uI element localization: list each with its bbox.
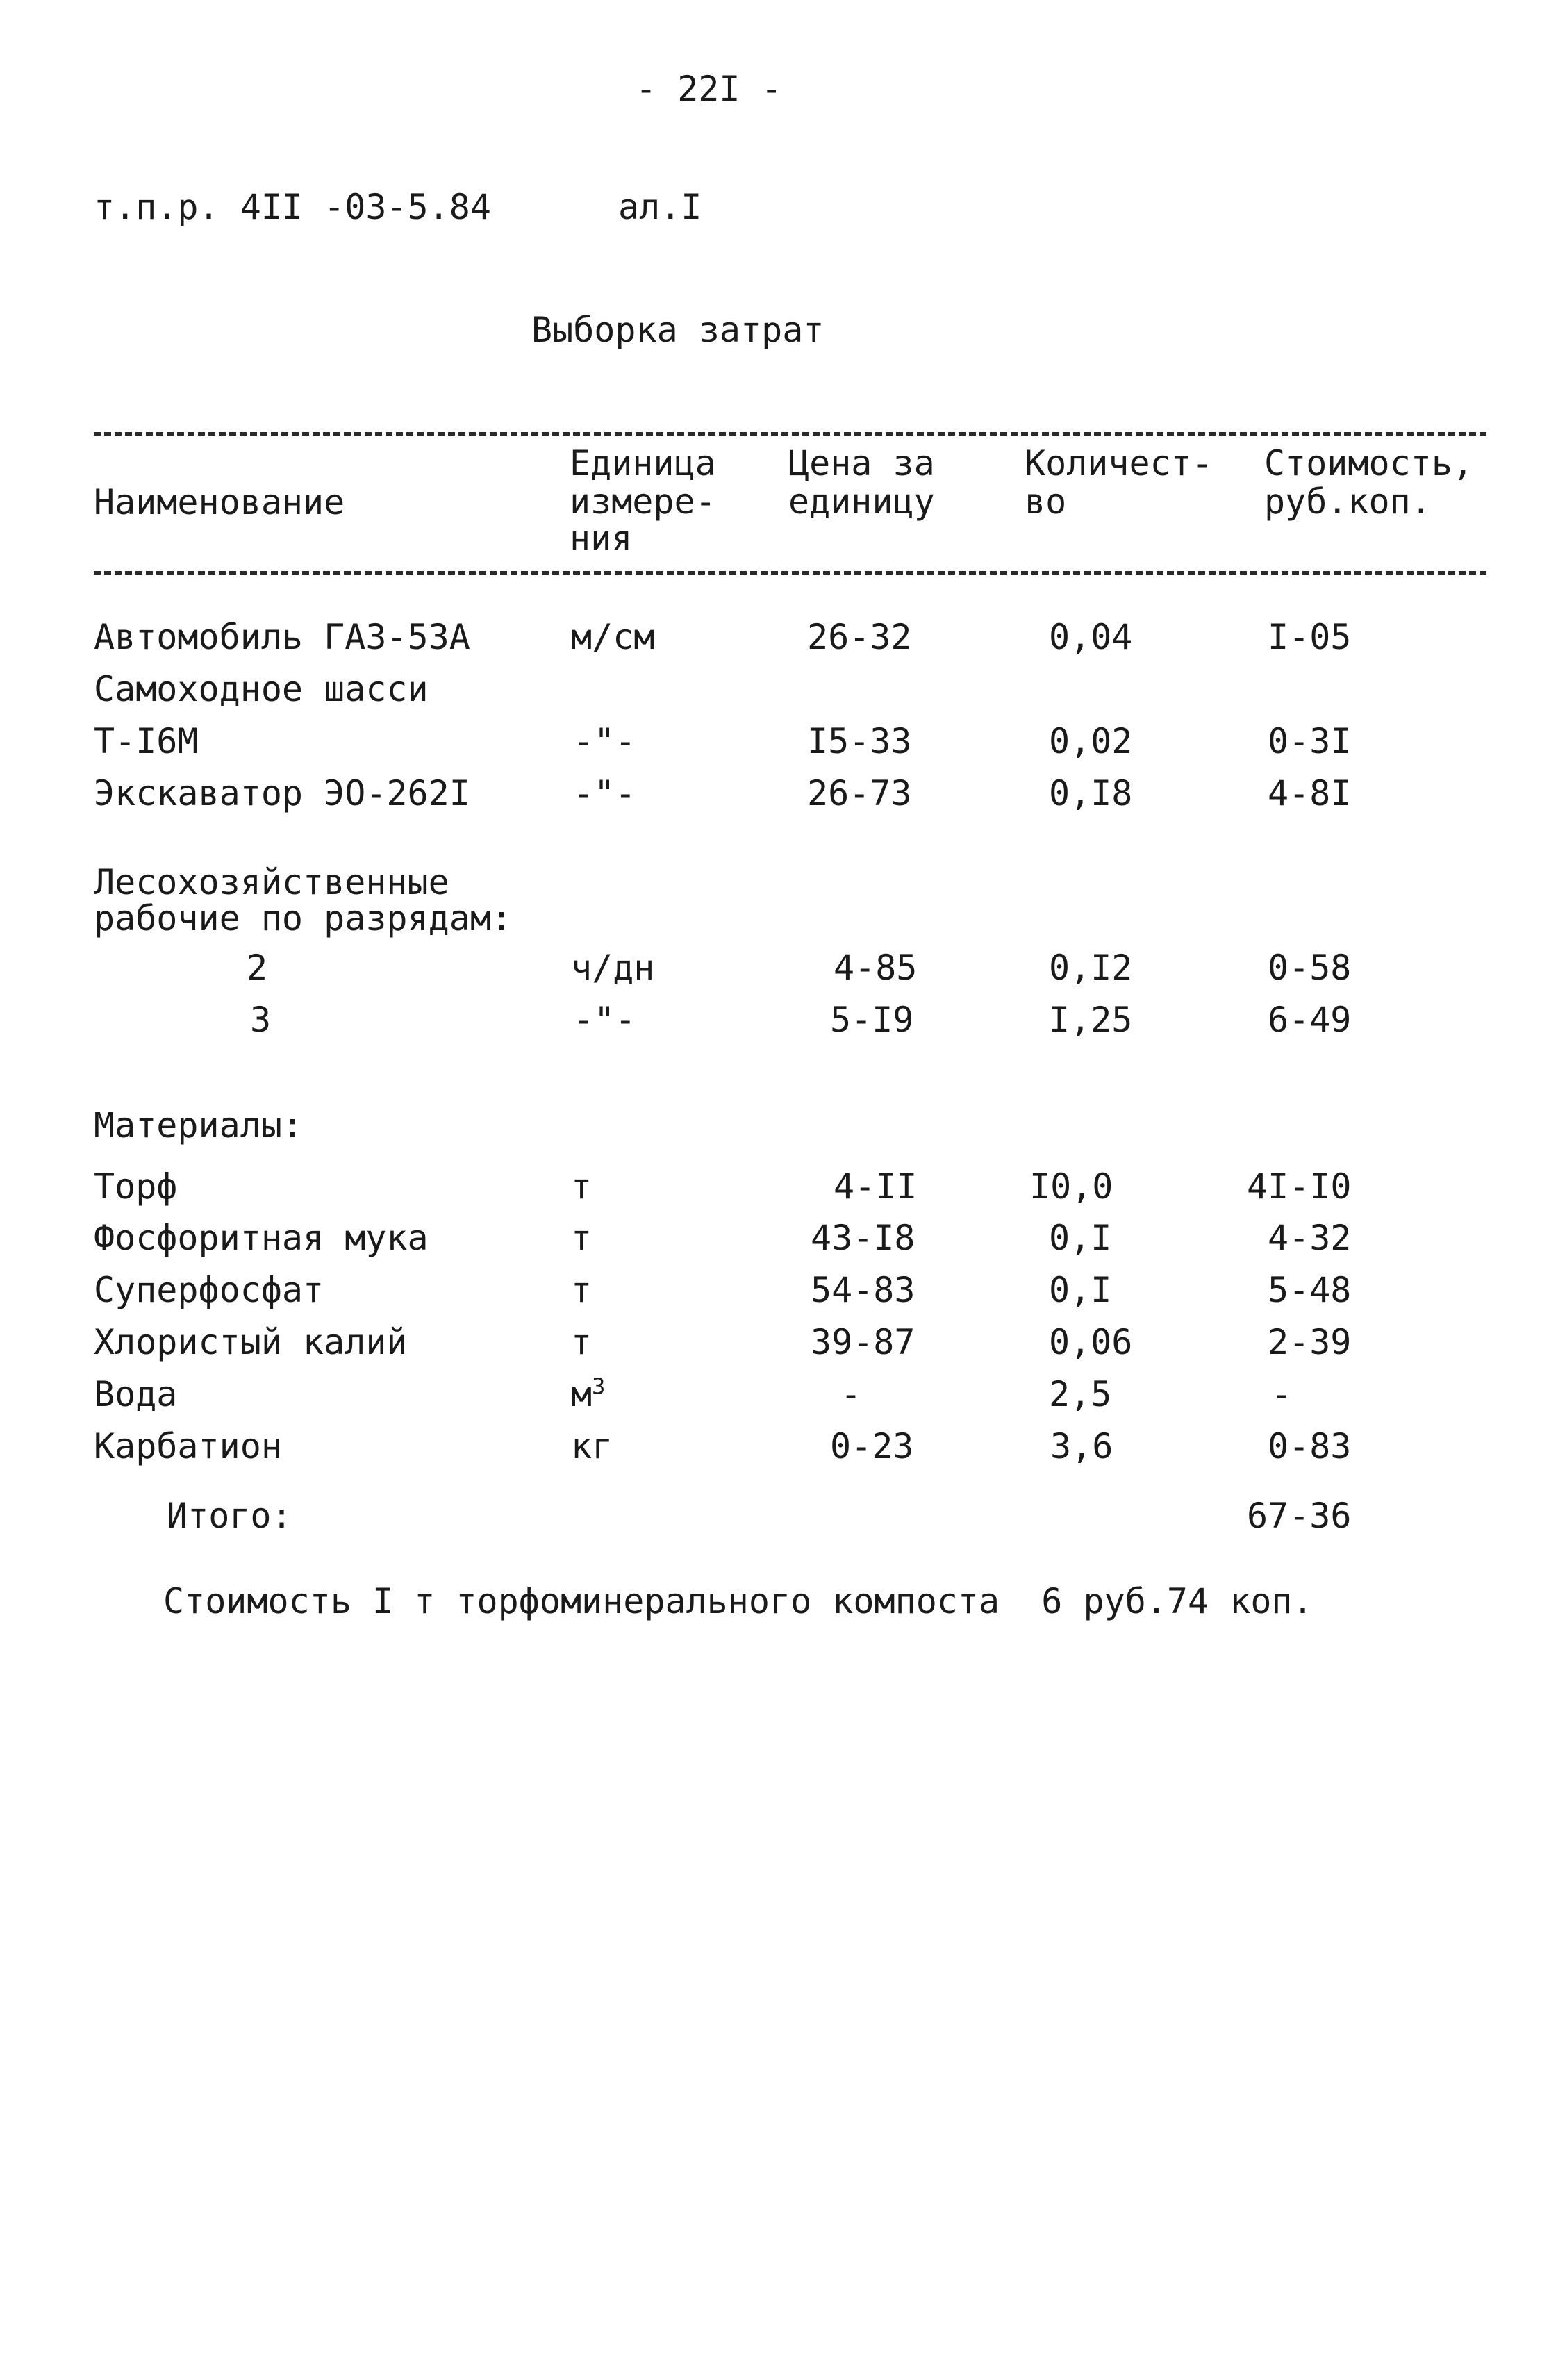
sheet-label: ал.I xyxy=(618,187,702,227)
row-qty: 3,6 xyxy=(1050,1426,1113,1466)
materials-heading: Материалы: xyxy=(94,1105,304,1146)
page-number: - 22I - xyxy=(636,69,782,109)
header-qty-2: во xyxy=(1025,481,1067,522)
row-cost: 4-8I xyxy=(1268,773,1352,813)
row-unit: т xyxy=(571,1166,592,1207)
row-cost: - xyxy=(1271,1374,1293,1414)
row-unit: т xyxy=(571,1218,592,1258)
row-name: Фосфоритная мука xyxy=(94,1218,429,1258)
table-top-rule xyxy=(94,432,1486,436)
header-price-1: Цена за xyxy=(788,443,935,484)
row-cost: 0-83 xyxy=(1268,1426,1352,1466)
row-qty: 0,I xyxy=(1049,1218,1112,1258)
total-cost: 67-36 xyxy=(1247,1496,1352,1536)
row-cost: 6-49 xyxy=(1268,1000,1352,1040)
row-price: 0-23 xyxy=(830,1426,914,1466)
row-unit-superscript: 3 xyxy=(592,1373,606,1400)
row-name: Хлористый калий xyxy=(94,1322,408,1362)
row-qty: I,25 xyxy=(1049,1000,1133,1040)
header-price-2: единицу xyxy=(788,481,935,522)
row-price: 26-73 xyxy=(807,773,912,813)
row-price: 5-I9 xyxy=(830,1000,914,1040)
row-cost: 0-58 xyxy=(1268,948,1352,988)
row-price: 4-II xyxy=(834,1166,918,1207)
row-qty: 0,02 xyxy=(1049,721,1133,761)
header-qty-1: Количест- xyxy=(1025,443,1213,484)
row-unit-base: м xyxy=(571,1374,592,1414)
row-name: Экскаватор ЭО-262I xyxy=(94,773,470,813)
row-qty: 0,I xyxy=(1049,1270,1112,1310)
row-qty: 0,04 xyxy=(1049,617,1133,657)
row-name: Торф xyxy=(94,1166,178,1207)
total-label: Итого: xyxy=(167,1496,292,1536)
row-unit: -"- xyxy=(573,1000,636,1040)
row-name: Самоходное шасси xyxy=(94,669,429,709)
row-name: 3 xyxy=(250,1000,272,1040)
row-qty: 2,5 xyxy=(1049,1374,1112,1414)
row-name: Автомобиль ГАЗ-53А xyxy=(94,617,470,657)
footer-note: Стоимость I т торфоминерального компоста 6 руб.74 коп. xyxy=(163,1581,1313,1621)
workers-heading-1: Лесохозяйственные xyxy=(94,862,449,902)
row-qty: 0,I2 xyxy=(1049,948,1133,988)
row-unit: -"- xyxy=(573,721,636,761)
row-unit: ч/дн xyxy=(571,948,655,988)
row-cost: 2-39 xyxy=(1268,1322,1352,1362)
row-name: Т-I6М xyxy=(94,721,199,761)
row-qty: 0,06 xyxy=(1049,1322,1133,1362)
row-qty: I0,0 xyxy=(1029,1166,1113,1207)
row-price: 54-83 xyxy=(811,1270,915,1310)
row-cost: I-05 xyxy=(1268,617,1352,657)
row-unit: м/см xyxy=(571,617,655,657)
row-price: 26-32 xyxy=(807,617,912,657)
header-unit-3: ния xyxy=(570,518,633,559)
row-cost: 4I-I0 xyxy=(1247,1166,1352,1207)
row-price: 43-I8 xyxy=(811,1218,915,1258)
row-name: Карбатион xyxy=(94,1426,282,1466)
workers-heading-2: рабочие по разрядам: xyxy=(94,898,513,939)
header-cost-2: руб.коп. xyxy=(1264,481,1432,522)
row-unit: кг xyxy=(571,1426,613,1466)
document-reference: т.п.р. 4II -03-5.84 xyxy=(94,187,491,227)
row-unit: т xyxy=(571,1270,592,1310)
row-name: Суперфосфат xyxy=(94,1270,324,1310)
header-unit-2: измере- xyxy=(570,481,716,522)
row-unit: -"- xyxy=(573,773,636,813)
row-price: 4-85 xyxy=(834,948,918,988)
document-title: Выборка затрат xyxy=(531,310,824,350)
row-name: 2 xyxy=(247,948,268,988)
row-unit: т xyxy=(571,1322,592,1362)
row-cost: 0-3I xyxy=(1268,721,1352,761)
row-price: 39-87 xyxy=(811,1322,915,1362)
header-cost-1: Стоимость, xyxy=(1264,443,1474,484)
row-unit xyxy=(571,1373,606,1414)
row-cost: 5-48 xyxy=(1268,1270,1352,1310)
header-unit-1: Единица xyxy=(570,443,716,484)
row-name: Вода xyxy=(94,1374,178,1414)
row-qty: 0,I8 xyxy=(1049,773,1133,813)
header-name: Наименование xyxy=(94,482,345,522)
row-price: - xyxy=(840,1374,862,1414)
row-price: I5-33 xyxy=(807,721,912,761)
row-cost: 4-32 xyxy=(1268,1218,1352,1258)
table-header-rule xyxy=(94,571,1486,575)
